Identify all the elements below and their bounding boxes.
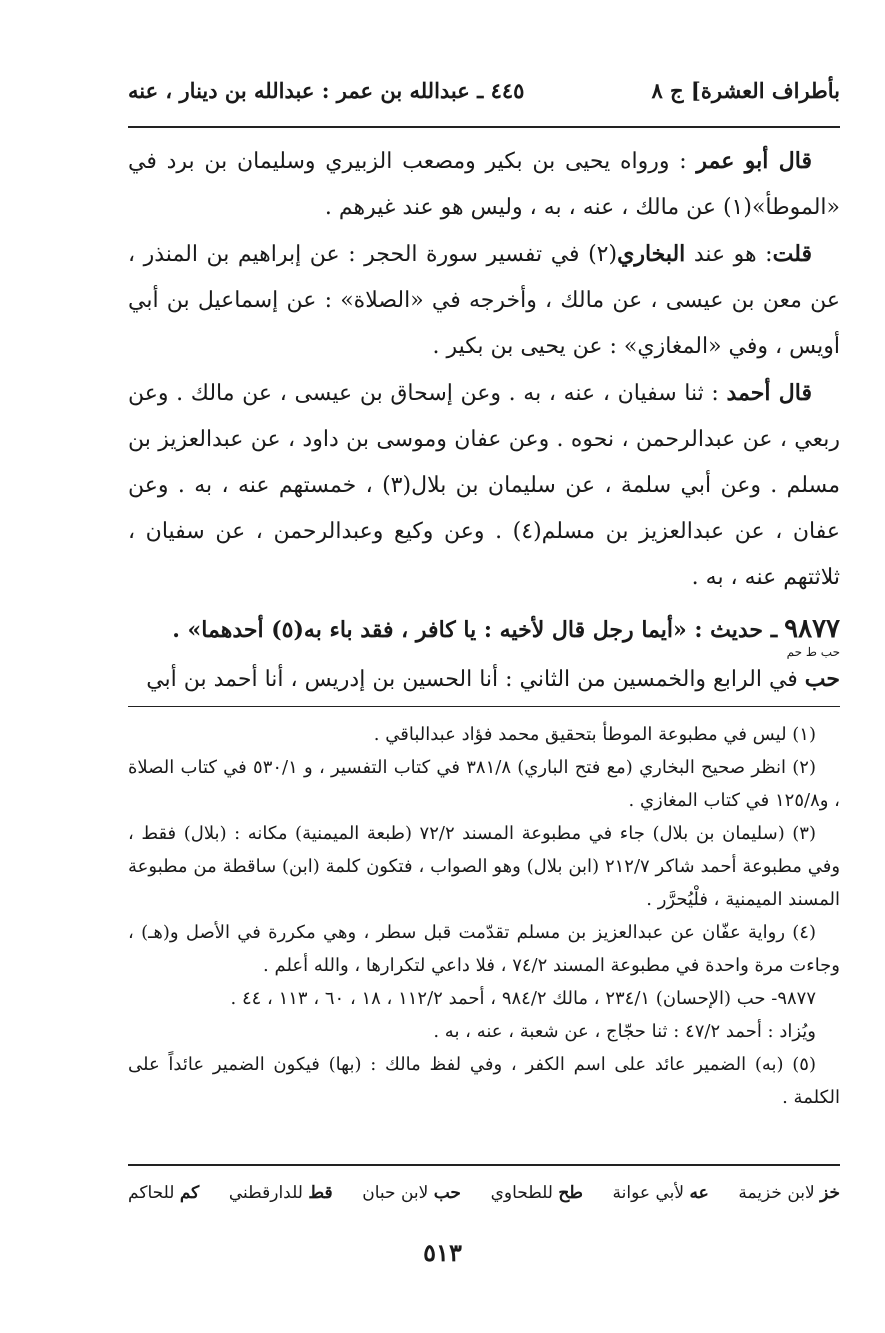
header-rule	[128, 126, 840, 128]
paragraph-abu-umar	[128, 138, 840, 231]
hadith-sigla: حب ط حم	[786, 645, 840, 659]
hadith-title: ـ حديث : «أيما رجل قال لأخيه : يا كافر ، فقد باء به(٥) أحدهما» .	[172, 617, 778, 643]
header-chapter: ٤٤٥ ـ عبدالله بن عمر : عبدالله بن دينار ، عنه	[128, 78, 525, 103]
paragraph-text: : ورواه يحيى بن بكير ومصعب الزبيري وسليمان بن برد في «الموطأ»(١) عن مالك ، عنه ، به ، وليس هو عند غيرهم .	[128, 149, 840, 220]
footnote-3: (٣) (سليمان بن بلال) جاء في مطبوعة المسند ٧٢/٢ (طبعة الميمنية) مكانه : (بلال) فقط ، وفي مطبوعة أحمد شاكر ٢١٢/٧ (ابن بلال) وهو الصواب ، فتكون كلمة (ابن) ساقطة من مطبوعة المسند الميمنية ، فلْيُحرَّر .	[128, 823, 841, 910]
hadith-text: في الرابع والخمسين من الثاني : أنا الحسين بن إدريس ، أنا أحمد بن أبي	[146, 667, 798, 692]
hadith-isnad	[128, 659, 840, 700]
paragraph-text: : هو عند	[685, 242, 773, 267]
abbr-item: حب لابن حبان	[362, 1183, 461, 1203]
footnote-4: (٤) رواية عفّان عن عبدالعزيز بن مسلم تقدّمت قبل سطر ، وهي مكررة في الأصل و(هـ) ، وجاءت مرة واحدة في مطبوعة المسند ٧٤/٢ ، فلا داعي لتكرارها ، والله أعلم .	[128, 922, 840, 976]
abbr-item: طح للطحاوي	[490, 1183, 583, 1203]
source-bukhari: البخاري	[617, 241, 686, 267]
hadith-source-code: حب	[804, 666, 840, 692]
abbr-item: عه لأبي عوانة	[612, 1183, 709, 1203]
speaker-ahmad: قال أحمد	[726, 380, 812, 406]
abbreviation-rule	[128, 1164, 840, 1166]
header-volume: بأطراف العشرة] ج ٨	[651, 78, 840, 103]
footnote-takhrij: ٩٨٧٧- حب (الإحسان) ٢٣٤/١ ، مالك ٩٨٤/٢ ، أحمد ١١٢/٢ ، ١٨ ، ٦٠ ، ١١٣ ، ٤٤ .	[230, 988, 816, 1009]
abbr-item: قط للدارقطني	[228, 1183, 333, 1203]
hadith-entry	[128, 609, 840, 700]
footnote-rule	[128, 706, 840, 707]
paragraph-qultu	[128, 231, 840, 370]
footnote-5: (٥) (به) الضمير عائد على اسم الكفر ، وفي لفظ مالك : (بها) فيكون الضمير عائداً على الكلمة .	[128, 1054, 840, 1108]
footnote-addition: ويُزاد : أحمد ٤٧/٢ : ثنا حجّاج ، عن شعبة ، عنه ، به .	[433, 1021, 816, 1042]
abbreviation-key	[128, 1183, 840, 1203]
abbr-item: كم للحاكم	[128, 1183, 200, 1203]
paragraph-ahmad	[128, 370, 840, 601]
speaker-abu-umar: قال أبو عمر	[696, 148, 813, 174]
speaker-qultu: قلت	[772, 241, 812, 267]
main-text	[128, 138, 840, 700]
footnote-2: (٢) انظر صحيح البخاري (مع فتح الباري) ٣٨١/٨ في كتاب التفسير ، و ٥٣٠/١ في كتاب الصلاة ، و١٢٥/٨ في كتاب المغازي .	[128, 757, 840, 811]
running-header	[128, 72, 840, 112]
paragraph-text: (٢) في تفسير سورة الحجر : عن إبراهيم بن المنذر ، عن معن بن عيسى ، عن مالك ، وأخرجه في «الصلاة» : عن إسماعيل بن أبي أويس ، وفي «المغازي» : عن يحيى بن بكير .	[128, 242, 840, 359]
footnotes	[128, 718, 840, 1114]
hadith-number: ٩٨٧٧	[784, 614, 840, 644]
footnote-1: (١) ليس في مطبوعة الموطأ بتحقيق محمد فؤاد عبدالباقي .	[373, 724, 816, 745]
hadith-heading	[128, 609, 840, 651]
page-number: ٥١٣	[423, 1238, 462, 1267]
paragraph-text: : ثنا سفيان ، عنه ، به . وعن إسحاق بن عيسى ، عن مالك . وعن ربعي ، عن عبدالرحمن ، نحوه . وعن عفان وموسى بن داود ، عن عبدالعزيز بن مسلم . وعن أبي سلمة ، عن سليمان بن بلال(٣) ، خمستهم عنه ، به . وعن عفان ، عن عبدالعزيز بن مسلم(٤) . وعن وكيع وعبدالرحمن ، عن سفيان ، ثلاثتهم عنه ، به .	[128, 381, 840, 590]
abbr-item: خز لابن خزيمة	[738, 1183, 840, 1203]
